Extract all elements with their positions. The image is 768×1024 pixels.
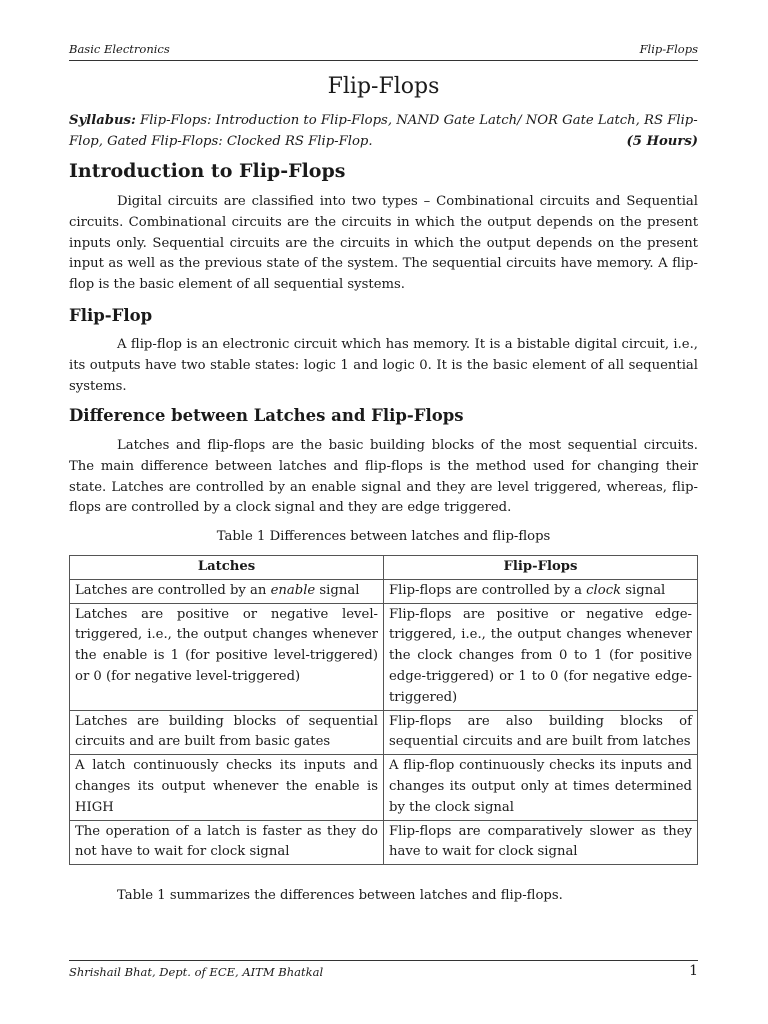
flipflop-cell: Flip-flops are comparatively slower as they have to wait for clock signal xyxy=(384,820,698,865)
summary-text: Table 1 summarizes the differences between latches and flip-flops. xyxy=(117,888,563,903)
latch-cell: A latch continuously checks its inputs and changes its output whenever the enable is HIGH xyxy=(70,755,384,820)
latch-cell xyxy=(70,579,384,603)
flipflop-cell: Flip-flops are also building blocks of sequential circuits and are built from latches xyxy=(384,710,698,755)
cell-emphasis: clock xyxy=(586,582,622,598)
flipflop-heading: Flip-Flop xyxy=(69,306,153,325)
differences-table xyxy=(69,555,698,865)
table-caption: Table 1 Differences between latches and flip-flops xyxy=(216,529,551,544)
header-chapter-title: Flip-Flops xyxy=(639,42,698,56)
table-row xyxy=(70,603,698,710)
table-row xyxy=(70,755,698,820)
latch-cell: Latches are positive or negative level-triggered, i.e., the output changes whenever the enable is 1 (for positive level-triggered) or 0 (for negative level-triggered) xyxy=(70,603,384,710)
flipflop-cell: Flip-flops are positive or negative edge-triggered, i.e., the output changes whenever the clock changes from 0 to 1 (for positive edge-triggered) or 1 to 0 (for negative edge-triggered) xyxy=(384,603,698,710)
page-number: 1 xyxy=(689,963,698,979)
intro-heading: Introduction to Flip-Flops xyxy=(69,160,346,182)
intro-paragraph-text: Digital circuits are classified into two types – Combinational circuits and Sequential circuits. Combinational circuits are the circuits in which the output depends on the present inputs only. Sequential circuits are the circuits in which the output depends on the present input as well as the previous state of the system. The sequential circuits have memory. A flip-flop is the basic element of all sequential systems. xyxy=(69,194,698,293)
column-header-flip-flops: Flip-Flops xyxy=(384,556,698,580)
cell-text: Flip-flops are controlled by a xyxy=(389,582,587,598)
table-row xyxy=(70,579,698,603)
latch-cell: Latches are building blocks of sequential circuits and are built from basic gates xyxy=(70,710,384,755)
page-footer xyxy=(69,960,698,979)
cell-text: signal xyxy=(621,582,666,598)
syllabus-text: Flip-Flops: Introduction to Flip-Flops, NAND Gate Latch/ NOR Gate Latch, RS Flip-Flop, Gated Flip-Flops: Clocked RS Flip-Flop. xyxy=(69,113,698,149)
cell-emphasis: enable xyxy=(270,582,316,598)
syllabus-hours: (5 Hours) xyxy=(626,134,698,149)
flipflop-cell: A flip-flop continuously checks its inputs and changes its output only at times determined by the clock signal xyxy=(384,755,698,820)
table-row xyxy=(70,820,698,865)
intro-paragraph xyxy=(69,192,698,296)
syllabus xyxy=(69,110,698,152)
cell-text: Latches are controlled by an xyxy=(75,582,271,598)
table-row xyxy=(70,710,698,755)
cell-text: signal xyxy=(315,582,360,598)
column-header-latches: Latches xyxy=(70,556,384,580)
flipflop-paragraph-text: A flip-flop is an electronic circuit which has memory. It is a bistable digital circuit, i.e., its outputs have two stable states: logic 1 and logic 0. It is the basic element of all sequential systems. xyxy=(69,337,698,394)
page-title: Flip-Flops xyxy=(327,74,440,99)
difference-paragraph xyxy=(69,436,698,519)
flipflop-cell xyxy=(384,579,698,603)
table-header-row xyxy=(70,556,698,580)
difference-heading: Difference between Latches and Flip-Flops xyxy=(69,406,464,425)
flipflop-paragraph xyxy=(69,335,698,397)
syllabus-label: Syllabus: xyxy=(69,113,136,128)
running-header xyxy=(69,42,698,61)
footer-author: Shrishail Bhat, Dept. of ECE, AITM Bhatkal xyxy=(69,965,324,979)
latch-cell: The operation of a latch is faster as they do not have to wait for clock signal xyxy=(70,820,384,865)
difference-paragraph-text: Latches and flip-flops are the basic building blocks of the most sequential circuits. The main difference between latches and flip-flops is the method used for changing their state. Latches are controlled by an enable signal and they are level triggered, whereas, flip-flops are controlled by a clock signal and they are edge triggered. xyxy=(69,438,698,516)
summary-paragraph xyxy=(69,886,698,907)
header-course-title: Basic Electronics xyxy=(69,42,170,56)
